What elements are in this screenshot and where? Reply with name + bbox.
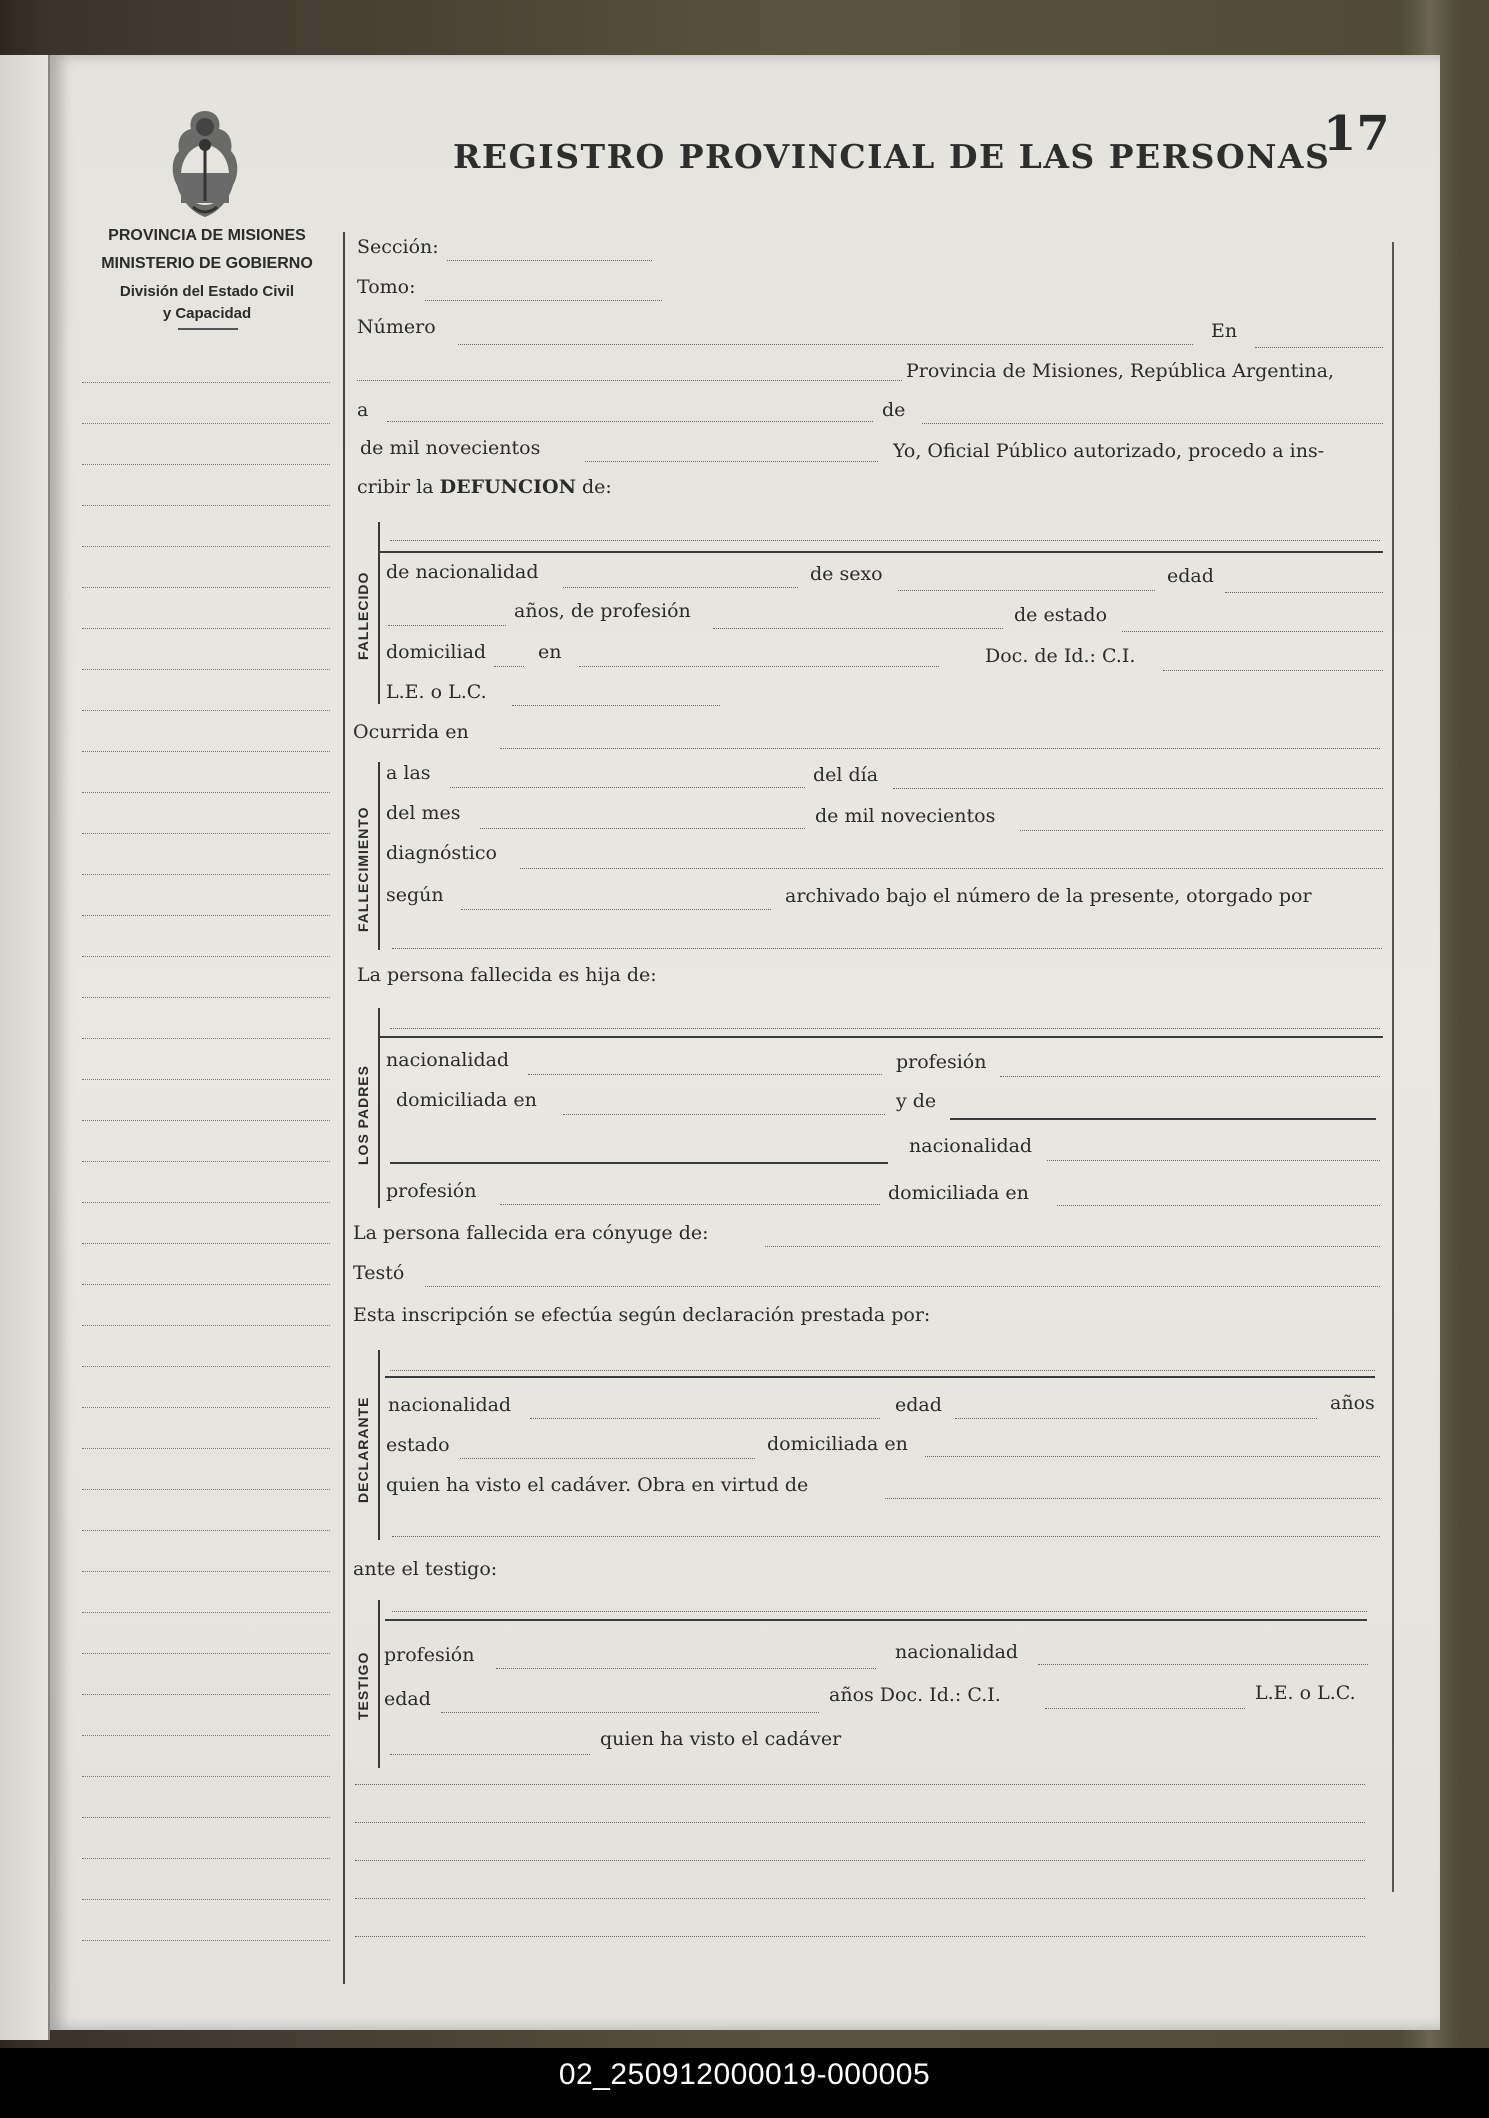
conyuge-text: La persona fallecida era cónyuge de: xyxy=(353,1222,709,1244)
margin-line xyxy=(82,1735,330,1736)
defuncion-word: DEFUNCION xyxy=(439,476,576,498)
testigo-nacionalidad-field[interactable] xyxy=(1038,1664,1368,1665)
seccion-field[interactable] xyxy=(447,260,652,261)
a-las-label: a las xyxy=(386,762,431,784)
observaciones-line[interactable] xyxy=(355,1936,1365,1937)
margin-line xyxy=(82,1653,330,1654)
hija-text: La persona fallecida es hija de: xyxy=(357,964,657,986)
de-mil-novecientos-label: de mil novecientos xyxy=(815,805,996,827)
fallecido-le-field[interactable] xyxy=(512,705,720,706)
institution-line-1: PROVINCIA DE MISIONES xyxy=(108,227,306,244)
margin-line xyxy=(82,1325,330,1326)
institution-line-2: MINISTERIO DE GOBIERNO xyxy=(101,255,313,272)
testigo-bracket xyxy=(378,1600,380,1768)
a-label: a xyxy=(357,399,369,421)
testigo-doc-label: años Doc. Id.: C.I. xyxy=(829,1684,1001,1706)
declarante-top-rule xyxy=(385,1376,1375,1378)
declarante-domiciliada-label: domiciliada en xyxy=(767,1433,908,1455)
otorgado-field[interactable] xyxy=(392,948,1382,949)
fallecido-doc-field[interactable] xyxy=(1163,670,1383,671)
fallecido-nombre-field[interactable] xyxy=(390,540,1380,541)
margin-line xyxy=(82,382,330,383)
observaciones-line[interactable] xyxy=(355,1784,1365,1785)
fallecido-domiciliado-label: domiciliad xyxy=(386,641,487,663)
padre-domiciliada-label: domiciliada en xyxy=(396,1089,537,1111)
testigo-profesion-label: profesión xyxy=(384,1644,475,1666)
institution-line-3: División del Estado Civil xyxy=(119,283,295,300)
testigo-section-label: TESTIGO xyxy=(355,1651,371,1720)
tomo-field[interactable] xyxy=(425,300,662,301)
margin-line xyxy=(82,1817,330,1818)
fallecido-domiciliado-suffix-field[interactable] xyxy=(494,666,524,667)
fallecido-top-rule xyxy=(380,551,1383,553)
margin-line xyxy=(82,751,330,752)
en-label: En xyxy=(1211,320,1238,342)
fallecido-en-label: en xyxy=(538,641,562,663)
inscribir-text: cribir la DEFUNCION de: xyxy=(357,476,612,498)
margin-line xyxy=(82,1448,330,1449)
margin-line xyxy=(82,1694,330,1695)
diagnostico-label: diagnóstico xyxy=(386,842,497,864)
declarante-virtud-field[interactable] xyxy=(885,1498,1380,1499)
archivado-text: archivado bajo el número de la presente, otorgado por xyxy=(785,885,1312,907)
observaciones-line[interactable] xyxy=(355,1898,1365,1899)
tomo-label: Tomo: xyxy=(357,276,416,298)
margin-line xyxy=(82,1612,330,1613)
madre-profesion-label: profesión xyxy=(386,1180,477,1202)
seccion-label: Sección: xyxy=(357,236,439,258)
padre-domicilio-field[interactable] xyxy=(563,1114,885,1115)
margin-line xyxy=(82,915,330,916)
conyuge-field[interactable] xyxy=(765,1246,1380,1247)
ocurrida-label: Ocurrida en xyxy=(353,721,469,743)
testigo-intro-text: ante el testigo: xyxy=(353,1558,498,1580)
padre-nacionalidad-label: nacionalidad xyxy=(386,1049,510,1071)
declarante-estado-label: estado xyxy=(386,1434,450,1456)
margin-divider xyxy=(343,232,345,1984)
fallecido-edad-field[interactable] xyxy=(1225,592,1383,593)
declarante-nacionalidad-field[interactable] xyxy=(530,1418,880,1419)
margin-line xyxy=(82,1571,330,1572)
declarante-quien-text: quien ha visto el cadáver. Obra en virtud de xyxy=(386,1474,809,1496)
margin-line xyxy=(82,1489,330,1490)
fallecido-nacionalidad-label: de nacionalidad xyxy=(386,561,539,583)
right-border-rule xyxy=(1392,242,1394,1892)
segun-label: según xyxy=(386,884,444,906)
margin-line xyxy=(82,628,330,629)
margin-line xyxy=(82,546,330,547)
numero-label: Número xyxy=(357,316,436,338)
madre-nombre-field[interactable] xyxy=(950,1118,1376,1120)
margin-line xyxy=(82,956,330,957)
mes-field[interactable] xyxy=(480,828,805,829)
declaracion-text: Esta inscripción se efectúa según declaración prestada por: xyxy=(353,1304,931,1326)
margin-line xyxy=(82,1284,330,1285)
declarante-section-label: DECLARANTE xyxy=(355,1396,371,1503)
a-field[interactable] xyxy=(387,421,873,422)
testigo-nacionalidad-label: nacionalidad xyxy=(895,1641,1019,1663)
fallecido-profesion-label: años, de profesión xyxy=(514,600,691,622)
testigo-nombre-field[interactable] xyxy=(392,1611,1367,1612)
del-dia-label: del día xyxy=(813,764,879,786)
margin-line xyxy=(82,1776,330,1777)
madre-nacionalidad-field[interactable] xyxy=(1047,1160,1380,1161)
numero-field[interactable] xyxy=(458,344,1193,345)
margin-line xyxy=(82,792,330,793)
de-label: de xyxy=(882,399,906,421)
margin-line xyxy=(82,997,330,998)
fallecido-sexo-field[interactable] xyxy=(898,590,1155,591)
margin-line xyxy=(82,1366,330,1367)
padre-profesion-field[interactable] xyxy=(1000,1076,1380,1077)
national-crest-icon xyxy=(163,105,247,223)
testigo-doc-field[interactable] xyxy=(1045,1708,1245,1709)
dia-field[interactable] xyxy=(893,788,1383,789)
hora-field[interactable] xyxy=(450,787,805,788)
de-field[interactable] xyxy=(922,423,1383,424)
margin-line xyxy=(82,710,330,711)
testigo-edad-label: edad xyxy=(384,1688,431,1710)
fallecido-le-label: L.E. o L.C. xyxy=(386,681,487,703)
anio-fallecimiento-field[interactable] xyxy=(1020,830,1383,831)
margin-line xyxy=(82,423,330,424)
margin-line xyxy=(82,1038,330,1039)
fallecido-anios-field[interactable] xyxy=(388,625,506,626)
testigo-quien-text: quien ha visto el cadáver xyxy=(600,1728,842,1750)
padre-nacionalidad-field[interactable] xyxy=(528,1074,882,1075)
institution-line-4: y Capacidad xyxy=(162,305,252,322)
margin-line xyxy=(82,1120,330,1121)
testigo-profesion-field[interactable] xyxy=(496,1668,876,1669)
margin-line xyxy=(82,874,330,875)
madre-profesion-field[interactable] xyxy=(500,1204,880,1205)
fallecido-estado-label: de estado xyxy=(1014,604,1108,626)
padres-top-rule xyxy=(380,1036,1383,1038)
mil-novecientos-label: de mil novecientos xyxy=(360,437,541,459)
declarante-anios-label: años xyxy=(1330,1392,1375,1414)
margin-line xyxy=(82,505,330,506)
margin-line xyxy=(82,587,330,588)
fallecido-section-label: FALLECIDO xyxy=(355,571,371,660)
fallecido-edad-label: edad xyxy=(1167,565,1214,587)
declarante-edad-label: edad xyxy=(895,1394,942,1416)
madre-nacionalidad-label: nacionalidad xyxy=(909,1135,1033,1157)
testigo-top-rule xyxy=(385,1619,1367,1621)
margin-line xyxy=(82,833,330,834)
margin-line xyxy=(82,1079,330,1080)
provincia-text: Provincia de Misiones, República Argentina, xyxy=(906,360,1335,382)
testo-label: Testó xyxy=(353,1262,405,1284)
fallecimiento-section-label: FALLECIMIENTO xyxy=(355,806,371,932)
previous-page-edge xyxy=(0,55,50,2040)
segun-field[interactable] xyxy=(461,909,771,910)
en-field[interactable] xyxy=(1255,347,1383,348)
del-mes-label: del mes xyxy=(386,802,461,824)
testigo-visto-field[interactable] xyxy=(390,1754,590,1755)
fallecido-profesion-field[interactable] xyxy=(713,628,1003,629)
fallecido-nacionalidad-field[interactable] xyxy=(563,587,798,588)
margin-line xyxy=(82,1202,330,1203)
page-title: REGISTRO PROVINCIAL DE LAS PERSONAS xyxy=(453,137,1331,176)
testo-field[interactable] xyxy=(425,1286,1380,1287)
fallecido-bracket xyxy=(378,522,380,704)
margin-line xyxy=(82,1940,330,1941)
margin-line xyxy=(82,669,330,670)
declarante-virtud-cont-field[interactable] xyxy=(392,1536,1380,1537)
padre-nombre-field[interactable] xyxy=(390,1028,1380,1029)
madre-domicilio-field[interactable] xyxy=(1057,1205,1380,1206)
testigo-edad-field[interactable] xyxy=(441,1712,819,1713)
oficial-text: Yo, Oficial Público autorizado, procedo a ins- xyxy=(893,440,1325,462)
ocurrida-field[interactable] xyxy=(500,748,1380,749)
margin-line xyxy=(82,464,330,465)
padres-section-label: LOS PADRES xyxy=(355,1065,371,1165)
declarante-edad-field[interactable] xyxy=(955,1418,1317,1419)
institution-underline xyxy=(178,328,238,330)
margin-line xyxy=(82,1858,330,1859)
padre-profesion-label: profesión xyxy=(896,1051,987,1073)
observaciones-line[interactable] xyxy=(355,1860,1365,1861)
page-number: 17 xyxy=(1323,106,1390,162)
declarante-nombre-field[interactable] xyxy=(390,1370,1375,1371)
declarante-domicilio-field[interactable] xyxy=(925,1456,1380,1457)
fallecido-doc-label: Doc. de Id.: C.I. xyxy=(985,645,1136,667)
lugar-field[interactable] xyxy=(357,380,902,381)
fallecimiento-bracket xyxy=(378,762,380,950)
declarante-estado-field[interactable] xyxy=(460,1458,755,1459)
scan-identifier: 02_250912000019-000005 xyxy=(558,2058,931,2091)
diagnostico-field[interactable] xyxy=(520,868,1383,869)
anio-field[interactable] xyxy=(585,461,878,462)
margin-line xyxy=(82,1899,330,1900)
madre-nombre-cont-field[interactable] xyxy=(390,1162,888,1164)
madre-domiciliada-label: domiciliada en xyxy=(888,1182,1029,1204)
padres-bracket xyxy=(378,1008,380,1208)
margin-line xyxy=(82,1530,330,1531)
declarante-nacionalidad-label: nacionalidad xyxy=(388,1394,512,1416)
fallecido-domicilio-field[interactable] xyxy=(579,666,939,667)
observaciones-line[interactable] xyxy=(355,1822,1365,1823)
testigo-le-label: L.E. o L.C. xyxy=(1255,1682,1356,1704)
fallecido-estado-field[interactable] xyxy=(1122,631,1383,632)
margin-line xyxy=(82,1161,330,1162)
margin-line xyxy=(82,1243,330,1244)
margin-line xyxy=(82,1407,330,1408)
y-de-label: y de xyxy=(896,1090,937,1112)
declarante-bracket xyxy=(378,1350,380,1540)
fallecido-sexo-label: de sexo xyxy=(810,563,883,585)
